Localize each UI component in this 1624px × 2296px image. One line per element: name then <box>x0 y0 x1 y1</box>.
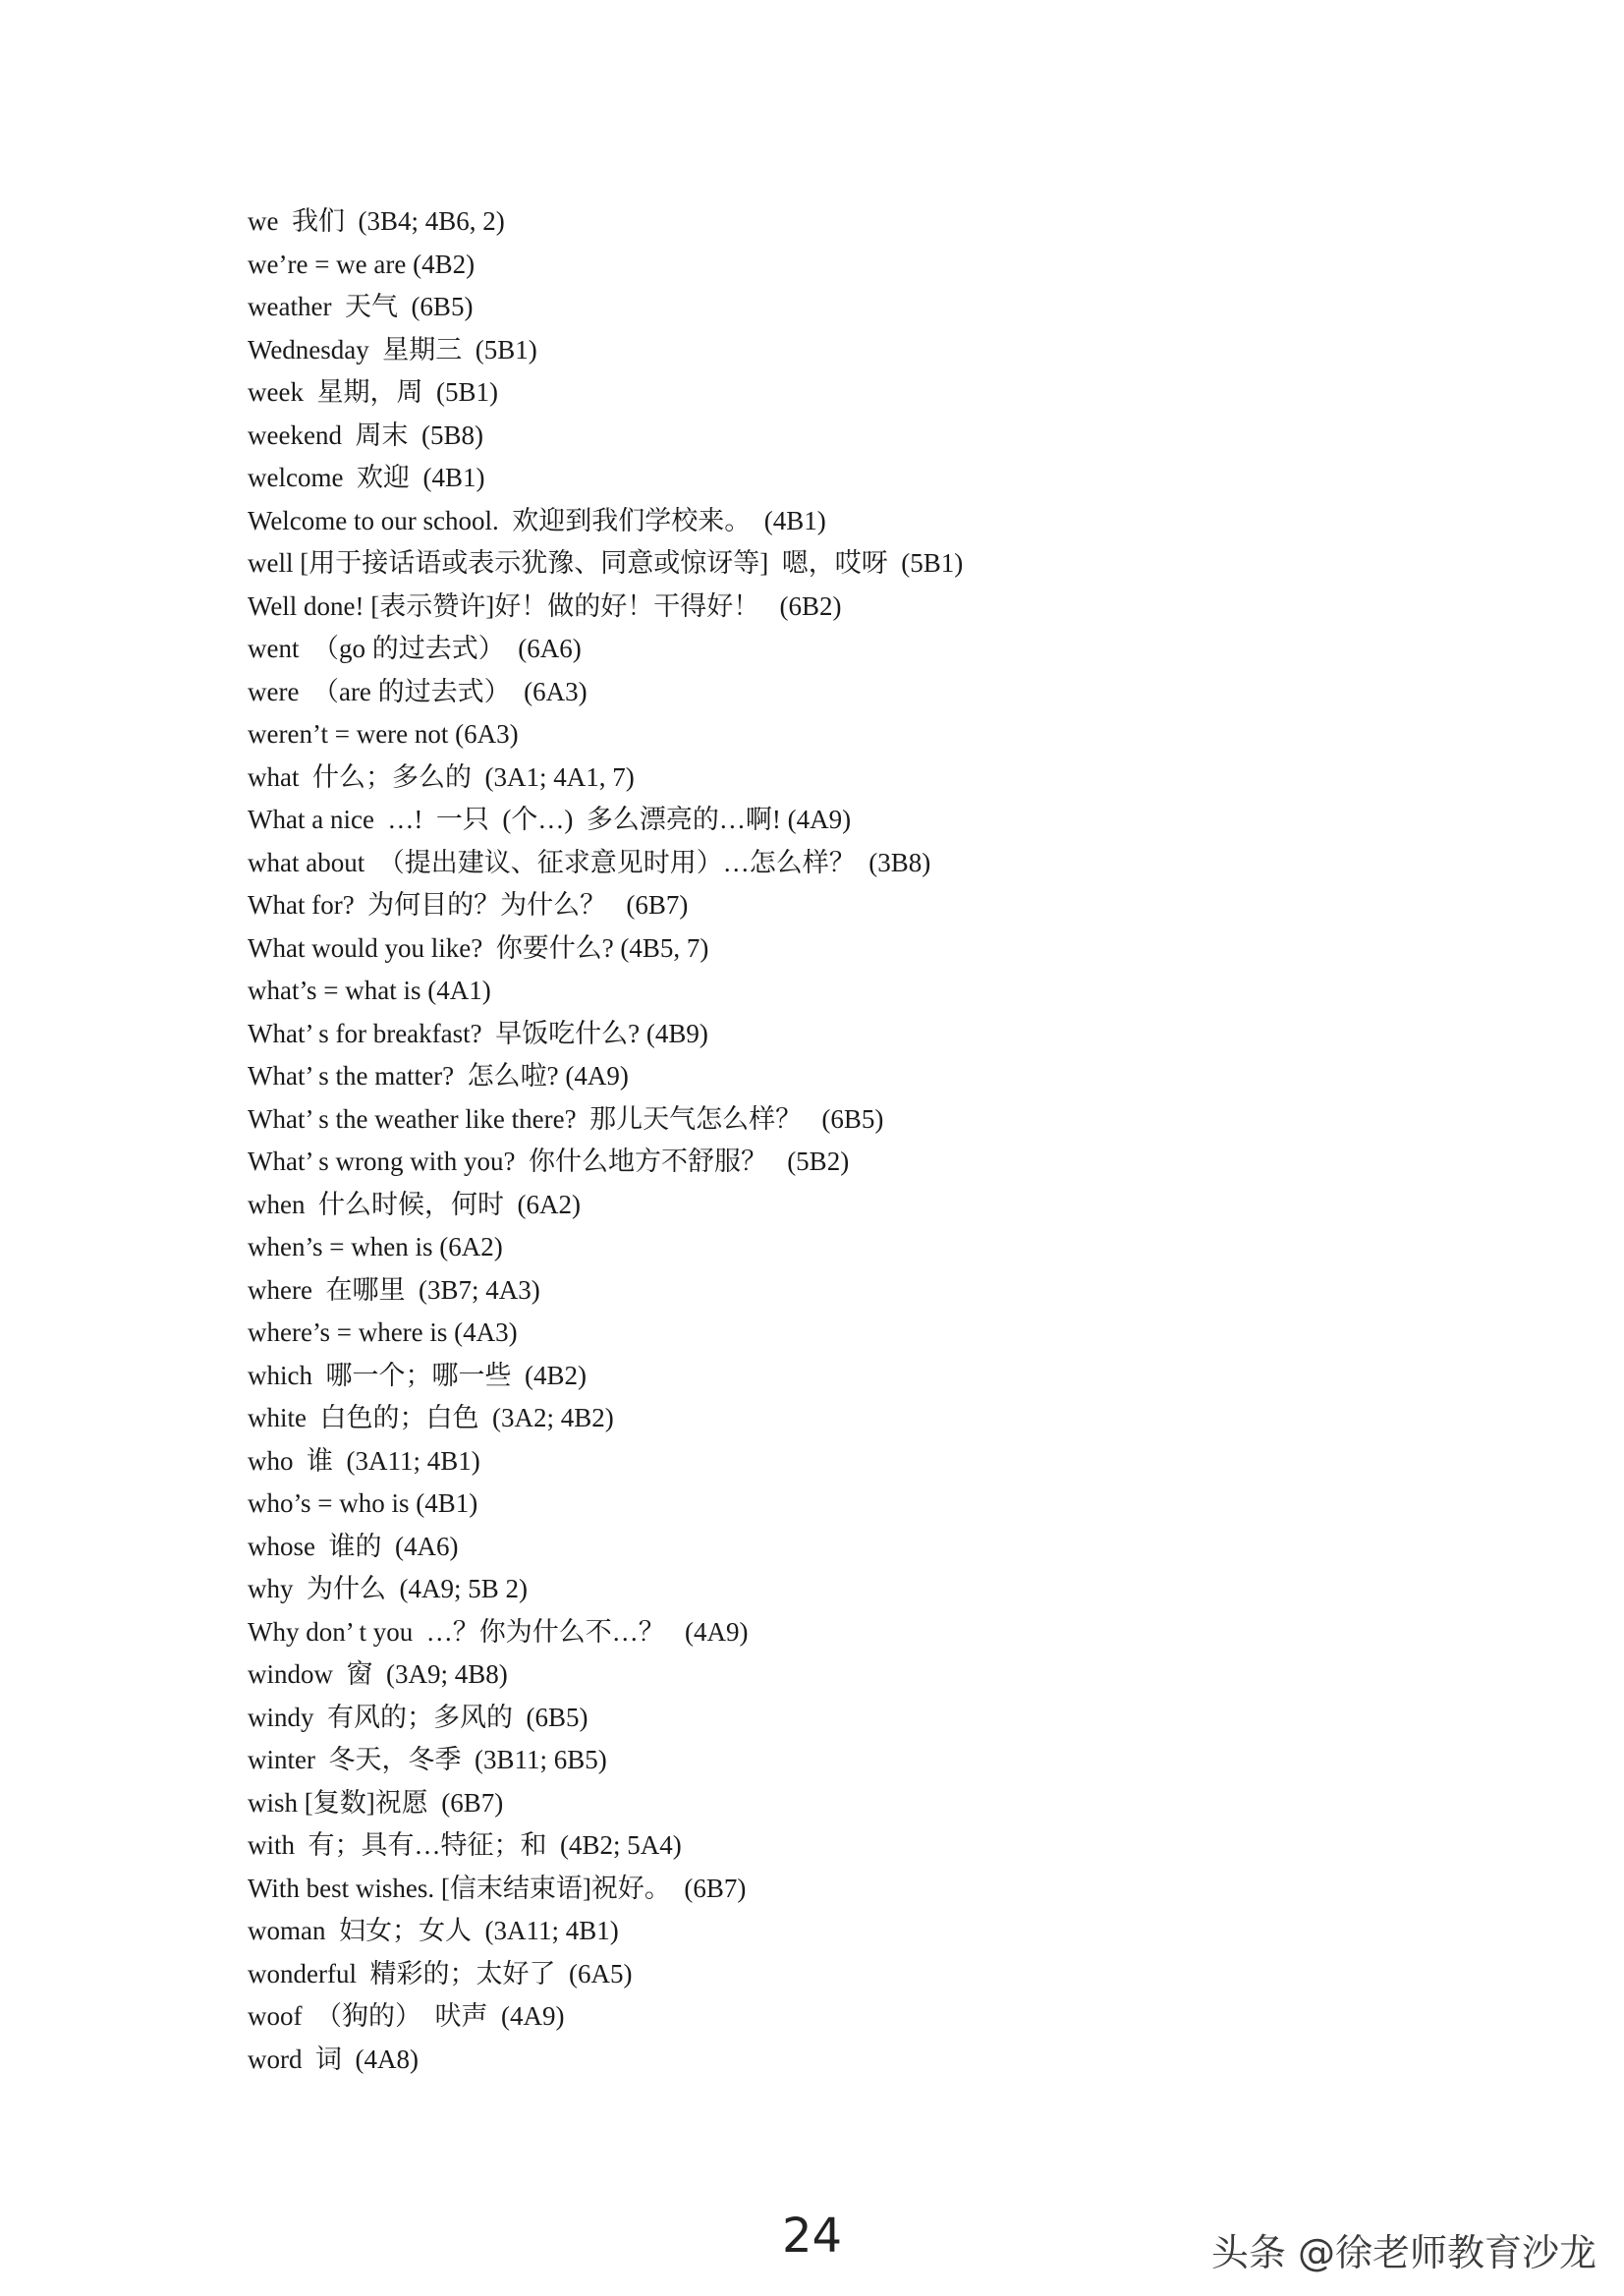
vocabulary-entry: window 窗 (3A9; 4B8) <box>248 1659 508 1689</box>
vocabulary-entry: who 谁 (3A11; 4B1) <box>248 1445 480 1476</box>
vocabulary-entry: when’s = when is (6A2) <box>248 1232 503 1261</box>
vocabulary-entry: weather 天气 (6B5) <box>248 292 474 321</box>
vocabulary-entry: were （are 的过去式） (6A3) <box>248 676 588 706</box>
vocabulary-entry: Why don’ t you …？你为什么不…？ (4A9) <box>248 1616 749 1647</box>
vocabulary-list <box>248 200 1525 2081</box>
vocabulary-entry: wish [复数]祝愿 (6B7) <box>248 1787 504 1818</box>
vocabulary-entry: when 什么时候，何时 (6A2) <box>248 1189 581 1219</box>
vocabulary-entry: we’re = we are (4B2) <box>248 249 476 279</box>
vocabulary-entry: wonderful 精彩的；太好了 (6A5) <box>248 1958 633 1988</box>
page-number: 24 <box>781 2209 843 2264</box>
vocabulary-entry: with 有；具有…特征；和 (4B2; 5A4) <box>248 1830 682 1860</box>
vocabulary-entry: What’ s the matter? 怎么啦? (4A9) <box>248 1061 629 1091</box>
vocabulary-entry: What’ s wrong with you? 你什么地方不舒服？ (5B2) <box>248 1147 850 1176</box>
vocabulary-entry: who’s = who is (4B1) <box>248 1488 478 1518</box>
vocabulary-entry: Welcome to our school. 欢迎到我们学校来。 (4B1) <box>248 505 826 535</box>
vocabulary-entry: where 在哪里 (3B7; 4A3) <box>248 1274 540 1305</box>
vocabulary-entry: what 什么；多么的 (3A1; 4A1, 7) <box>248 761 635 792</box>
vocabulary-entry: What’ s for breakfast? 早饭吃什么? (4B9) <box>248 1018 708 1048</box>
vocabulary-entry: whose 谁的 (4A6) <box>248 1531 459 1561</box>
vocabulary-entry: windy 有风的；多风的 (6B5) <box>248 1702 588 1732</box>
watermark: 头条 @徐老师教育沙龙 <box>1210 2231 1596 2274</box>
vocabulary-entry: what about （提出建议、征求意见时用）…怎么样？ (3B8) <box>248 847 931 877</box>
vocabulary-entry: week 星期，周 (5B1) <box>248 377 498 407</box>
vocabulary-entry: why 为什么 (4A9; 5B 2) <box>248 1574 528 1603</box>
vocabulary-entry: what’s = what is (4A1) <box>248 976 491 1005</box>
vocabulary-entry: woman 妇女；女人 (3A11; 4B1) <box>248 1916 619 1945</box>
vocabulary-entry: welcome 欢迎 (4B1) <box>248 463 485 492</box>
vocabulary-entry: we 我们 (3B4; 4B6, 2) <box>248 206 505 236</box>
vocabulary-entry: Well done! [表示赞许]好！做的好！干得好！ (6B2) <box>248 590 842 621</box>
vocabulary-entry: winter 冬天，冬季 (3B11; 6B5) <box>248 1745 607 1774</box>
vocabulary-entry: which 哪一个；哪一些 (4B2) <box>248 1360 587 1390</box>
vocabulary-entry: Wednesday 星期三 (5B1) <box>248 334 537 364</box>
vocabulary-entry: word 词 (4A8) <box>248 2044 419 2074</box>
vocabulary-entry: white 白色的；白色 (3A2; 4B2) <box>248 1403 614 1432</box>
vocabulary-entry: went （go 的过去式） (6A6) <box>248 634 582 663</box>
vocabulary-entry: What would you like? 你要什么? (4B5, 7) <box>248 932 709 963</box>
vocabulary-entry: What’ s the weather like there? 那儿天气怎么样？ (6B5) <box>248 1103 884 1134</box>
vocabulary-entry: well [用于接话语或表示犹豫、同意或惊讶等] 嗯，哎呀 (5B1) <box>248 548 964 578</box>
vocabulary-entry: What a nice …! 一只 (个…) 多么漂亮的…啊! (4A9) <box>248 805 852 834</box>
vocabulary-entry: weren’t = were not (6A3) <box>248 719 519 749</box>
vocabulary-entry: What for? 为何目的？为什么？ (6B7) <box>248 890 689 920</box>
vocabulary-entry: weekend 周末 (5B8) <box>248 420 483 450</box>
vocabulary-entry: With best wishes. [信末结束语]祝好。 (6B7) <box>248 1873 747 1903</box>
vocabulary-entry: woof （狗的） 吠声 (4A9) <box>248 2001 565 2031</box>
vocabulary-entry: where’s = where is (4A3) <box>248 1317 518 1347</box>
